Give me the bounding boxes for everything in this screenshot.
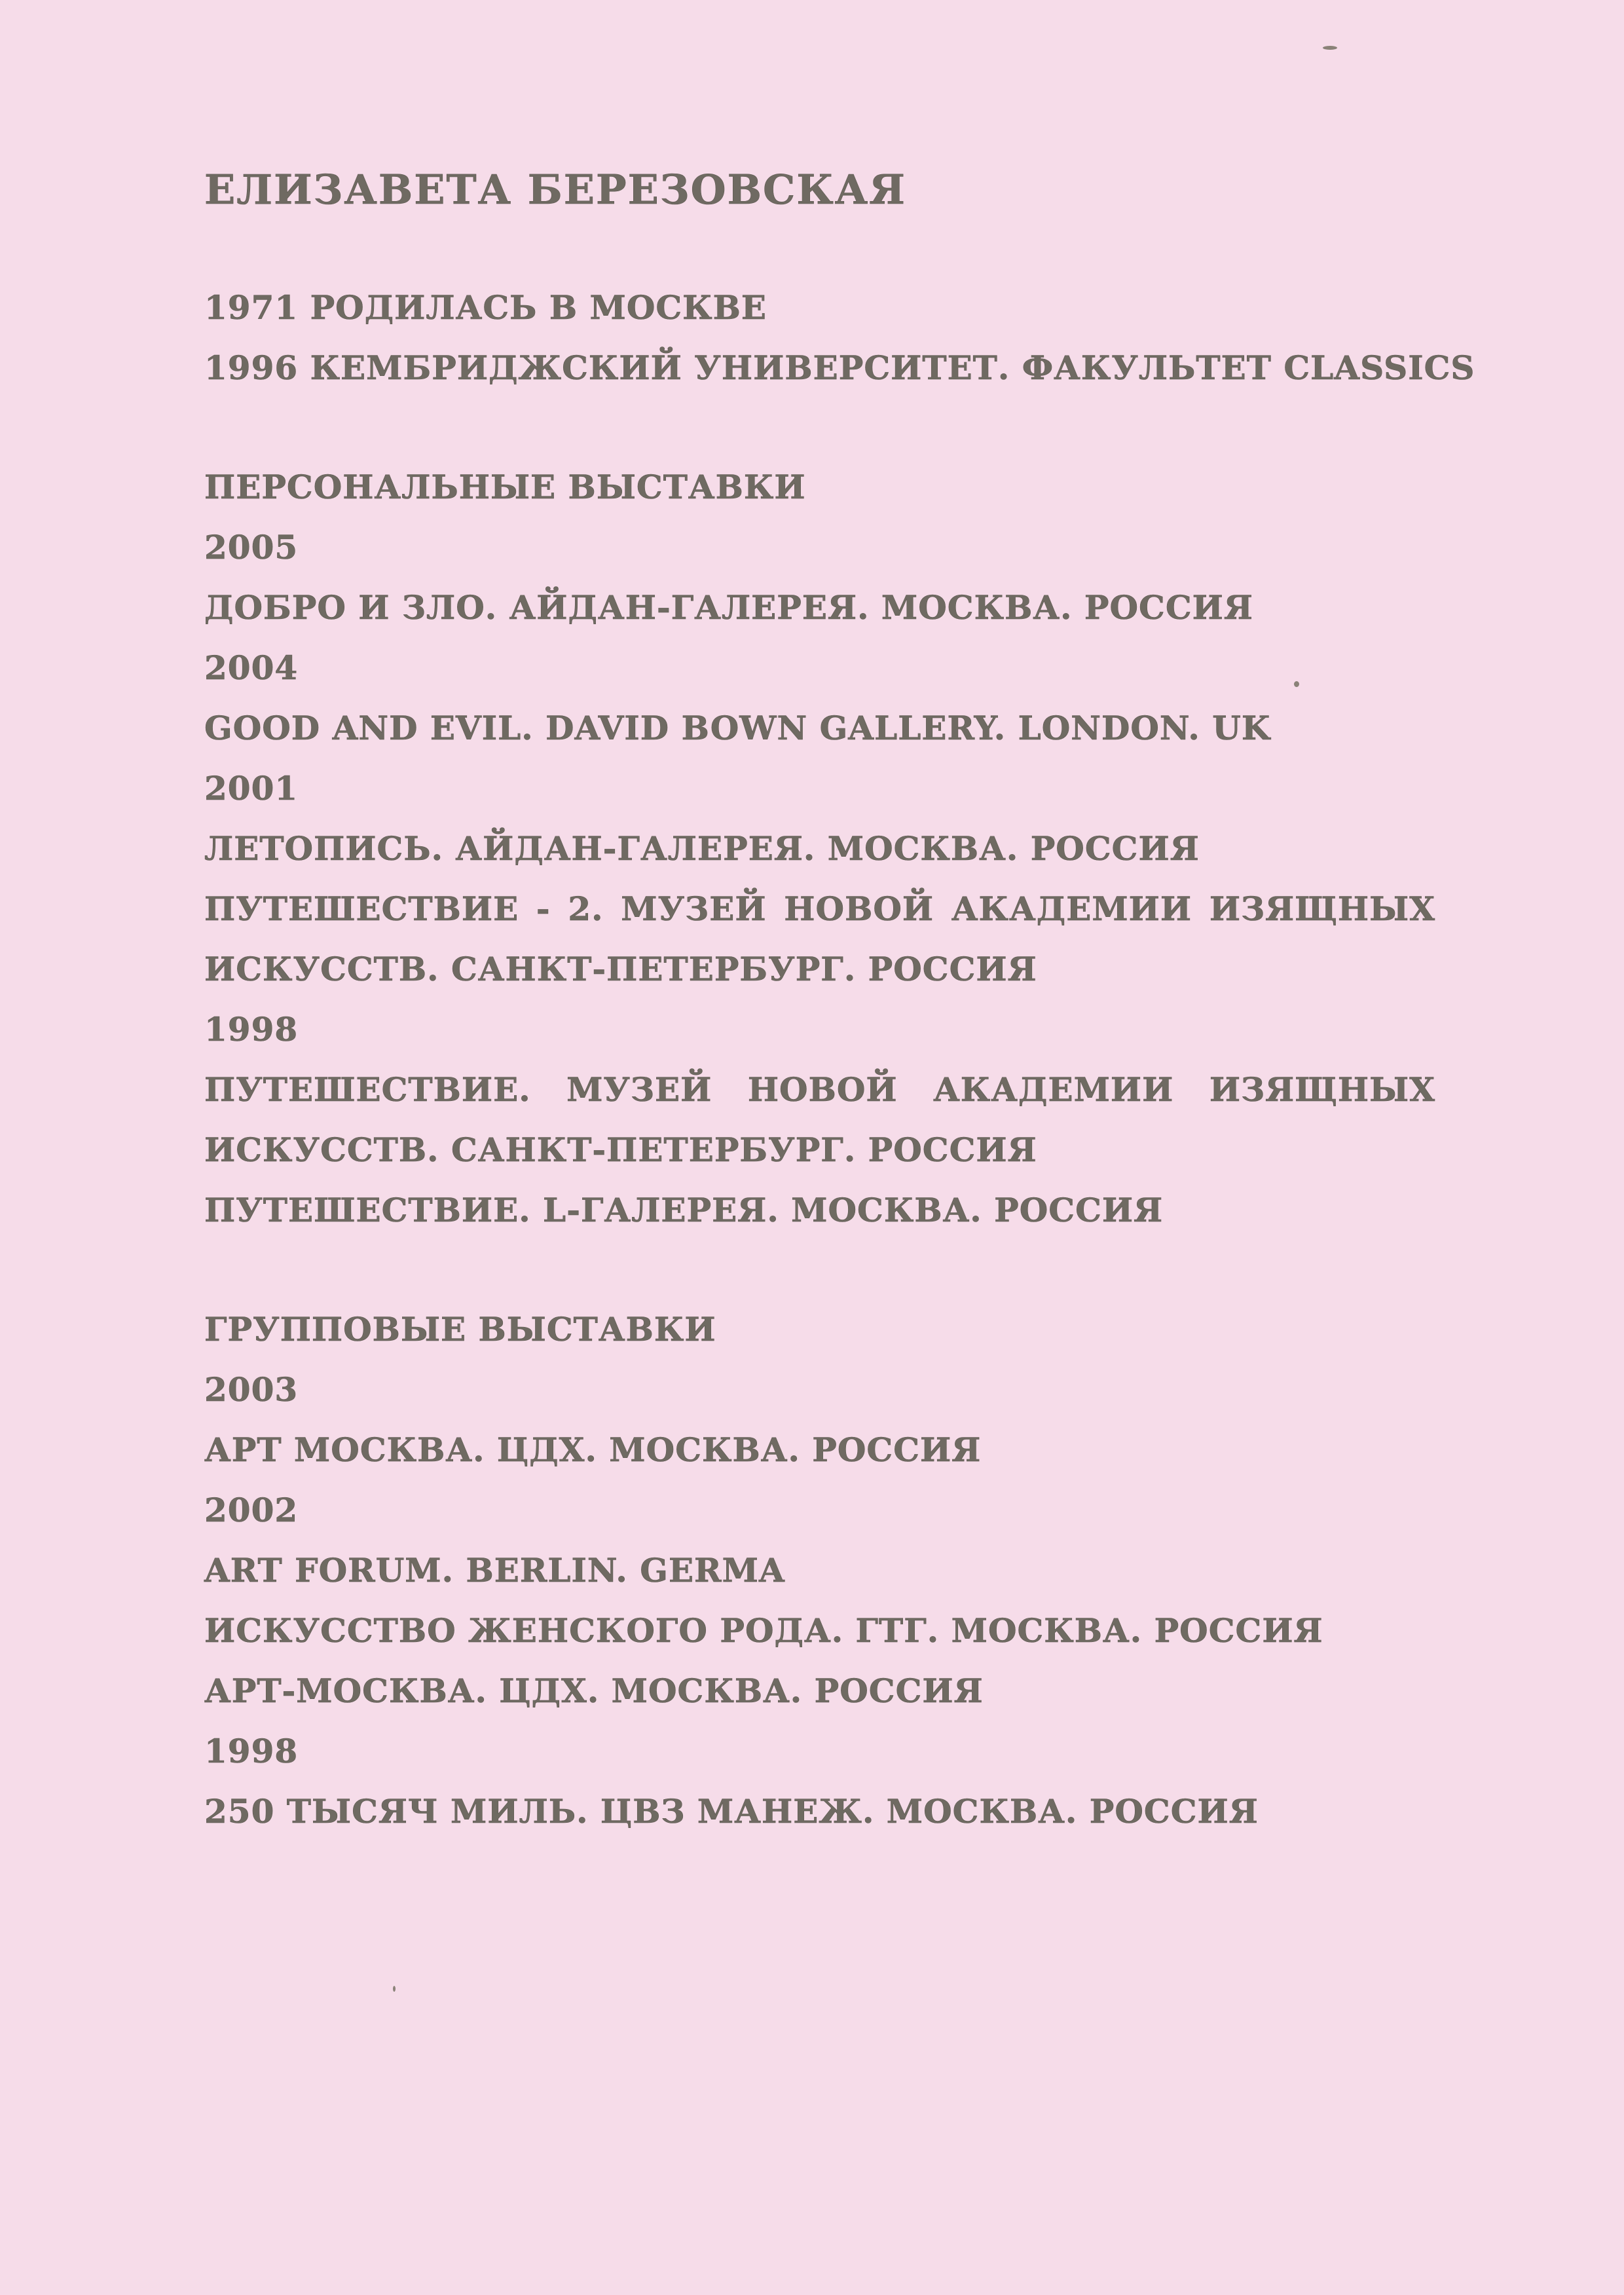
group-entry: ART FORUM. BERLIN. GERMA (204, 1551, 785, 1590)
solo-year: 1998 (204, 1010, 299, 1049)
solo-entry-continuation: ИСКУССТВ. САНКТ-ПЕТЕРБУРГ. РОССИЯ (204, 950, 1037, 988)
group-entry: 250 ТЫСЯЧ МИЛЬ. ЦВЗ МАНЕЖ. МОСКВА. РОССИЯ (204, 1792, 1259, 1831)
solo-entry-continuation: ИСКУССТВ. САНКТ-ПЕТЕРБУРГ. РОССИЯ (204, 1130, 1037, 1169)
bio-line-education: 1996 КЕМБРИДЖСКИЙ УНИВЕРСИТЕТ. ФАКУЛЬТЕТ CLASSICS (204, 348, 1475, 387)
solo-year: 2005 (204, 528, 299, 567)
solo-year: 2001 (204, 769, 299, 808)
solo-entry: ПУТЕШЕСТВИЕ. L-ГАЛЕРЕЯ. МОСКВА. РОССИЯ (204, 1191, 1164, 1229)
group-exhibitions-heading: ГРУППОВЫЕ ВЫСТАВКИ (204, 1310, 716, 1349)
scan-speck (393, 1986, 396, 1992)
solo-entry: GOOD AND EVIL. DAVID BOWN GALLERY. LONDON. UK (204, 709, 1271, 747)
solo-exhibitions-heading: ПЕРСОНАЛЬНЫЕ ВЫСТАВКИ (204, 468, 806, 506)
spacer (204, 1241, 1435, 1299)
group-year: 1998 (204, 1732, 299, 1770)
group-year: 2003 (204, 1370, 299, 1409)
group-entry: ИСКУССТВО ЖЕНСКОГО РОДА. ГТГ. МОСКВА. РОССИЯ (204, 1611, 1323, 1650)
spacer (204, 220, 1435, 278)
solo-entry: ПУТЕШЕСТВИЕ. МУЗЕЙ НОВОЙ АКАДЕМИИ ИЗЯЩНЫХ (204, 1070, 1435, 1109)
solo-entry: ДОБРО И ЗЛО. АЙДАН-ГАЛЕРЕЯ. МОСКВА. РОССИЯ (204, 588, 1253, 627)
group-entry: АРТ-МОСКВА. ЦДХ. МОСКВА. РОССИЯ (204, 1671, 984, 1710)
spacer (204, 398, 1435, 457)
cv-content (204, 160, 1475, 1842)
solo-year: 2004 (204, 648, 299, 687)
scan-speck (1323, 46, 1337, 50)
solo-entry: ЛЕТОПИСЬ. АЙДАН-ГАЛЕРЕЯ. МОСКВА. РОССИЯ (204, 829, 1200, 868)
solo-entry: ПУТЕШЕСТВИЕ - 2. МУЗЕЙ НОВОЙ АКАДЕМИИ ИЗЯЩНЫХ (204, 889, 1435, 928)
group-entry: АРТ МОСКВА. ЦДХ. МОСКВА. РОССИЯ (204, 1430, 982, 1469)
artist-name-title: ЕЛИЗАВЕТА БЕРЕЗОВСКАЯ (204, 166, 906, 214)
group-year: 2002 (204, 1491, 299, 1529)
scan-speck (1294, 681, 1299, 687)
bio-line-birth: 1971 РОДИЛАСЬ В МОСКВЕ (204, 288, 767, 327)
